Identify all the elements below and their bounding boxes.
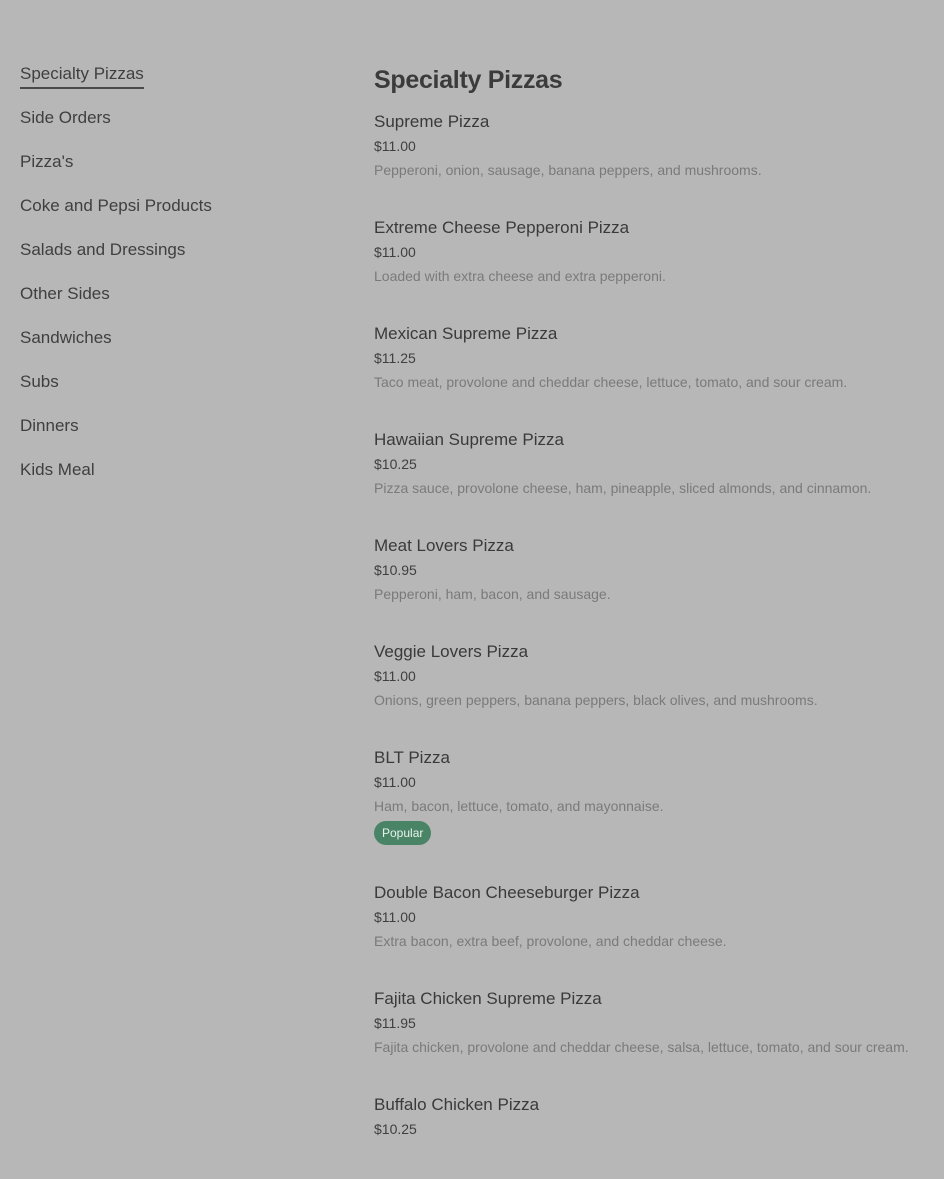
menu-item[interactable] (374, 534, 934, 640)
nav-item-coke-pepsi[interactable] (20, 194, 340, 238)
nav-item-dinners[interactable] (20, 414, 340, 458)
nav-item-label: Salads and Dressings (20, 240, 186, 259)
item-description: Taco meat, provolone and cheddar cheese, lettuce, tomato, and sour cream. (374, 374, 848, 390)
nav-item-side-orders[interactable] (20, 106, 340, 150)
item-price: $10.25 (374, 456, 417, 472)
item-description: Extra bacon, extra beef, provolone, and cheddar cheese. (374, 933, 727, 949)
nav-item-other-sides[interactable] (20, 282, 340, 326)
nav-item-label: Specialty Pizzas (20, 62, 144, 89)
menu-item[interactable] (374, 1093, 934, 1179)
nav-item-subs[interactable] (20, 370, 340, 414)
item-description: Loaded with extra cheese and extra pepperoni. (374, 268, 666, 284)
item-name: Supreme Pizza (374, 112, 490, 131)
item-name: Extreme Cheese Pepperoni Pizza (374, 218, 630, 237)
nav-item-specialty-pizzas[interactable] (20, 62, 340, 106)
item-price: $11.00 (374, 774, 416, 790)
nav-item-label: Coke and Pepsi Products (20, 196, 212, 215)
nav-item-label: Kids Meal (20, 460, 95, 479)
item-price: $10.25 (374, 1121, 417, 1137)
menu-item-list (374, 110, 934, 1179)
nav-item-label: Side Orders (20, 108, 111, 127)
menu-section (374, 64, 934, 1179)
nav-item-label: Sandwiches (20, 328, 112, 347)
menu-item[interactable] (374, 428, 934, 534)
category-nav (20, 62, 340, 502)
nav-item-label: Pizza's (20, 152, 74, 171)
nav-item-salads-dressings[interactable] (20, 238, 340, 282)
item-price: $11.00 (374, 909, 416, 925)
menu-item[interactable] (374, 216, 934, 322)
menu-item[interactable] (374, 746, 934, 881)
nav-item-sandwiches[interactable] (20, 326, 340, 370)
item-name: Buffalo Chicken Pizza (374, 1095, 540, 1114)
item-description: Ham, bacon, lettuce, tomato, and mayonnaise. (374, 798, 664, 814)
nav-item-label: Other Sides (20, 284, 110, 303)
item-name: Veggie Lovers Pizza (374, 642, 529, 661)
menu-item[interactable] (374, 110, 934, 216)
section-title: Specialty Pizzas (374, 66, 563, 94)
nav-item-kids-meal[interactable] (20, 458, 340, 502)
item-price: $11.25 (374, 350, 416, 366)
nav-item-pizzas[interactable] (20, 150, 340, 194)
popular-badge: Popular (374, 821, 431, 845)
item-price: $11.00 (374, 138, 416, 154)
item-name: Double Bacon Cheeseburger Pizza (374, 883, 640, 902)
item-description: Fajita chicken, provolone and cheddar cheese, salsa, lettuce, tomato, and sour cream. (374, 1039, 909, 1055)
nav-item-label: Dinners (20, 416, 79, 435)
item-price: $11.95 (374, 1015, 416, 1031)
item-price: $11.00 (374, 668, 416, 684)
item-name: Fajita Chicken Supreme Pizza (374, 989, 602, 1008)
nav-item-label: Subs (20, 372, 59, 391)
item-name: Meat Lovers Pizza (374, 536, 514, 555)
item-price: $11.00 (374, 244, 416, 260)
item-price: $10.95 (374, 562, 417, 578)
menu-item[interactable] (374, 987, 934, 1093)
item-name: BLT Pizza (374, 748, 450, 767)
menu-item[interactable] (374, 881, 934, 987)
item-name: Mexican Supreme Pizza (374, 324, 558, 343)
item-name: Hawaiian Supreme Pizza (374, 430, 564, 449)
menu-item[interactable] (374, 640, 934, 746)
item-description: Onions, green peppers, banana peppers, black olives, and mushrooms. (374, 692, 818, 708)
menu-item[interactable] (374, 322, 934, 428)
item-description: Pepperoni, onion, sausage, banana peppers, and mushrooms. (374, 162, 762, 178)
item-description: Pepperoni, ham, bacon, and sausage. (374, 586, 611, 602)
item-description: Pizza sauce, provolone cheese, ham, pineapple, sliced almonds, and cinnamon. (374, 480, 872, 496)
